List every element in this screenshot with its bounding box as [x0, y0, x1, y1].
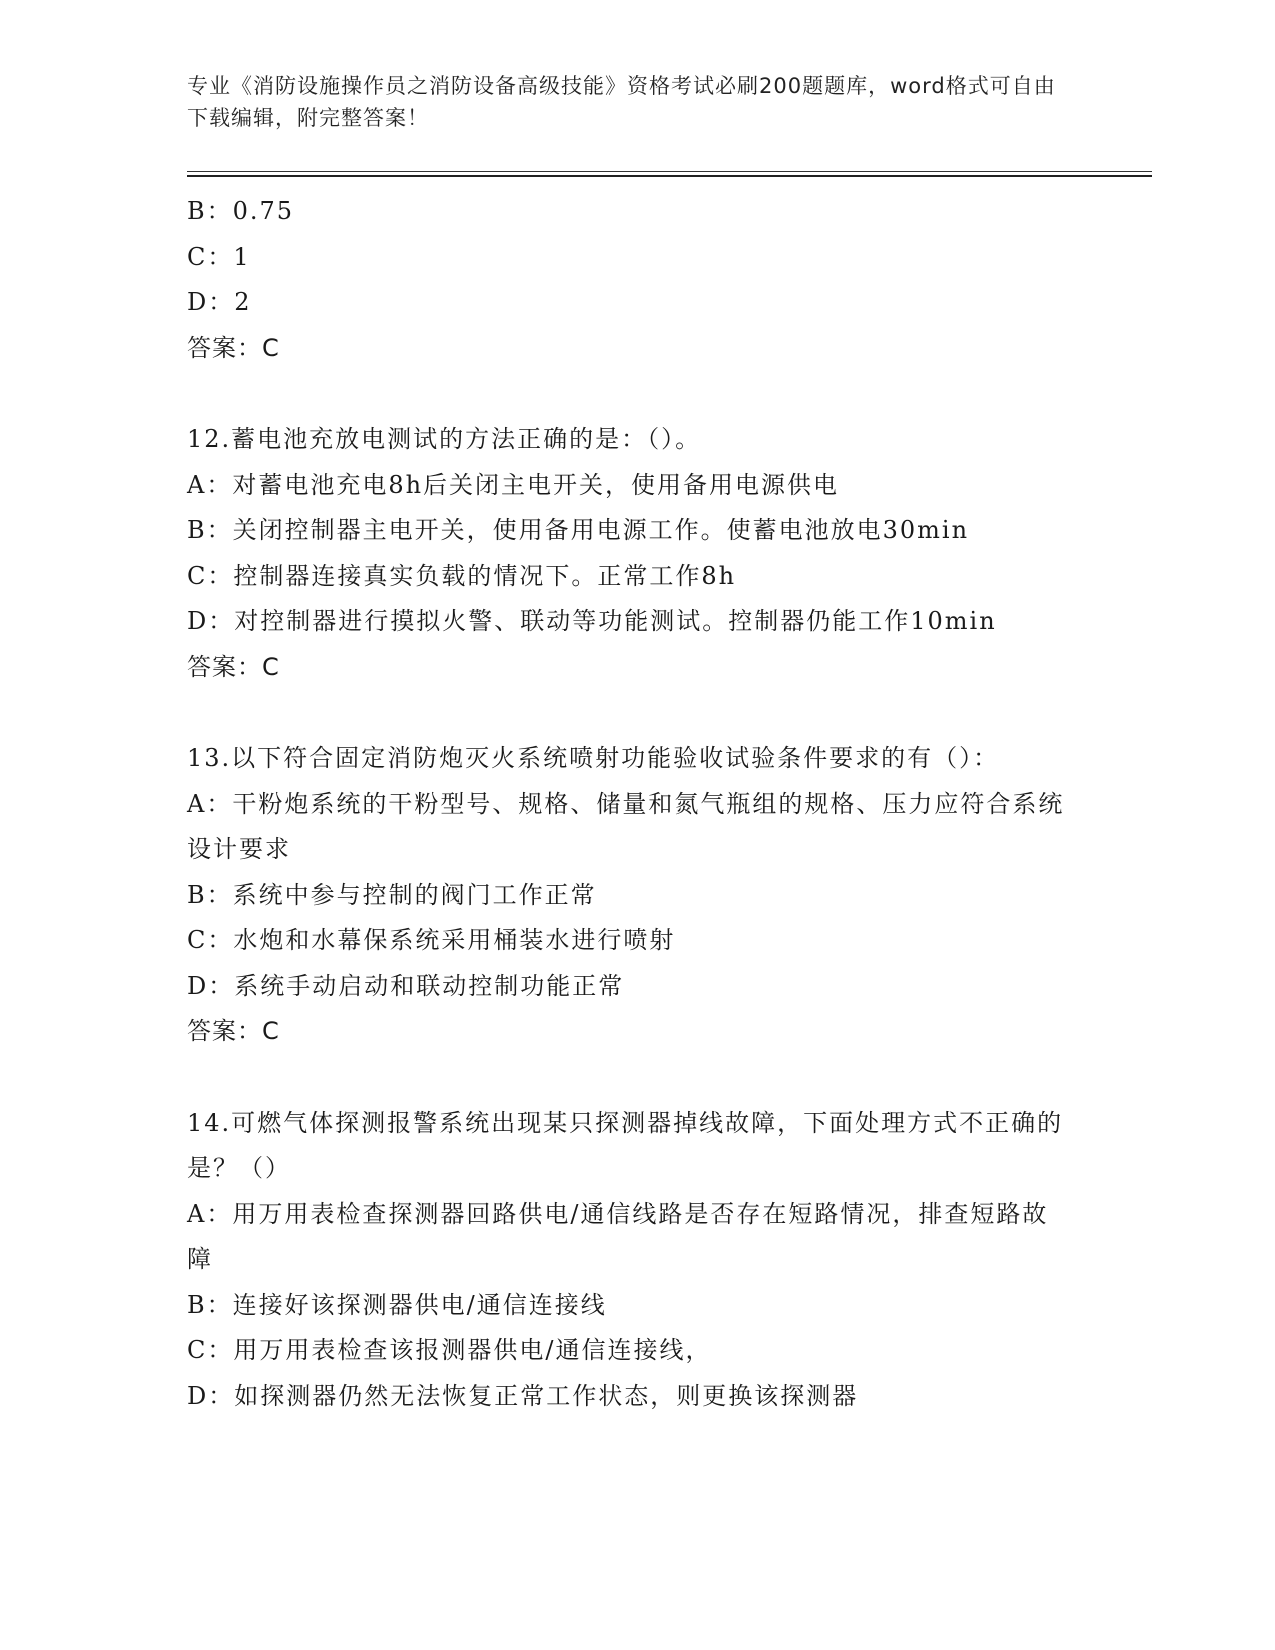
option-b: B：0.75 — [187, 197, 295, 225]
document-header — [187, 70, 1067, 134]
option-c: C：1 — [187, 242, 251, 271]
option-d: D：系统手动启动和联动控制功能正常 — [187, 971, 625, 1000]
question-list — [187, 189, 1087, 1419]
option-b: B：连接好该探测器供电/通信连接线 — [187, 1290, 607, 1319]
spacer — [187, 690, 1087, 736]
header-divider-thick — [187, 175, 1152, 177]
option-a: A：对蓄电池充电8h后关闭主电开关，使用备用电源供电 — [187, 470, 840, 499]
option-a: A：干粉炮系统的干粉型号、规格、储量和氮气瓶组的规格、压力应符合系统设计要求 — [187, 789, 1065, 863]
option-d: D：2 — [187, 288, 252, 316]
spacer — [187, 1055, 1087, 1101]
spacer — [187, 371, 1087, 417]
header-title: 专业《消防设施操作员之消防设备高级技能》资格考试必刷200题题库，word格式可自由下载编辑，附完整答案！ — [187, 74, 1056, 130]
option-c: C：水炮和水幕保系统采用桶装水进行喷射 — [187, 926, 676, 954]
question-stem: 14.可燃气体探测报警系统出现某只探测器掉线故障，下面处理方式不正确的是？（） — [187, 1108, 1064, 1182]
option-c: C：用万用表检查该报测器供电/通信连接线， — [187, 1336, 712, 1364]
option-b: B：关闭控制器主电开关，使用备用电源工作。使蓄电池放电30min — [187, 516, 970, 544]
question-prev — [187, 189, 1087, 371]
answer-line: 答案：C — [187, 1017, 280, 1045]
header-divider-thin — [187, 171, 1152, 172]
question-12 — [187, 417, 1087, 690]
question-stem: 12.蓄电池充放电测试的方法正确的是：（）。 — [187, 425, 702, 453]
answer-line: 答案：C — [187, 652, 280, 681]
option-d: D：对控制器进行摸拟火警、联动等功能测试。控制器仍能工作10min — [187, 607, 997, 635]
answer-line: 答案：C — [187, 333, 280, 362]
question-13 — [187, 736, 1087, 1055]
option-c: C：控制器连接真实负载的情况下。正常工作8h — [187, 561, 737, 590]
option-b: B：系统中参与控制的阀门工作正常 — [187, 880, 597, 909]
option-a: A：用万用表检查探测器回路供电/通信线路是否存在短路情况，排查短路故障 — [187, 1199, 1049, 1273]
option-d: D：如探测器仍然无法恢复正常工作状态，则更换该探测器 — [187, 1381, 859, 1410]
question-14 — [187, 1101, 1087, 1420]
question-stem: 13.以下符合固定消防炮灭火系统喷射功能验收试验条件要求的有（）： — [187, 744, 1000, 772]
